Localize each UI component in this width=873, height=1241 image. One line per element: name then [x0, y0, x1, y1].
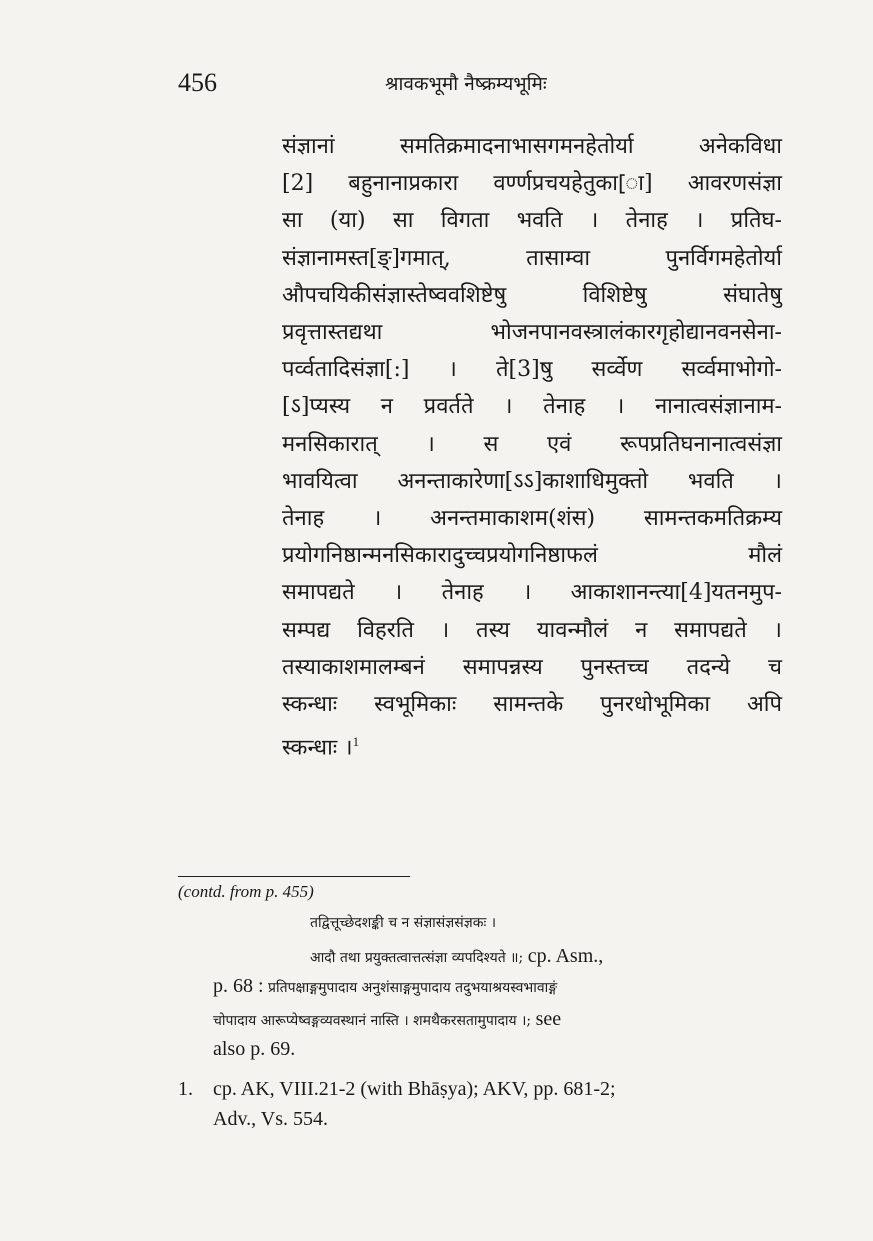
footnote-continued-label: (contd. from p. 455): [178, 882, 314, 901]
text-line: सा (या) सा विगता भवति । तेनाह । प्रतिघ-: [282, 208, 782, 234]
footnote-marker: 1: [352, 734, 360, 750]
text-line: समापद्यते । तेनाह । आकाशानन्त्या[4]यतनमुप-: [282, 580, 782, 606]
footnote-line-5: also p. 69.: [213, 1038, 296, 1060]
footnote-quote-2: चोपादाय आरूप्येष्वङ्गव्यवस्थानं नास्ति । शमथैकरसतामुपादाय ।;: [213, 1013, 532, 1029]
text-line: तेनाह । अनन्तमाकाशम(शंस) सामन्तकमतिक्रम्य: [282, 506, 782, 532]
footnote-verse-line-2: [310, 945, 780, 968]
text-line: संज्ञानां समतिक्रमादनाभासगमनहेतोर्या अनेकविधा: [282, 134, 782, 159]
footnote-verse-sanskrit: आदौ तथा प्रयुक्तत्वात्तत्संज्ञा व्यपदिश्यते ॥;: [310, 950, 524, 966]
footnote-rule: [178, 876, 410, 877]
text-line: तस्याकाशमालम्बनं समापन्नस्य पुनस्तच्च तदन्ये च: [282, 654, 782, 680]
text-line-content: स्कन्धाः ।: [282, 735, 353, 761]
footnote-1-line-2: Adv., Vs. 554.: [213, 1108, 329, 1130]
text-line: [ऽ]प्यस्य न प्रवर्तते । तेनाह । नानात्वसंज्ञानाम-: [282, 394, 782, 420]
footnote-verse-line-1: तद्वित्तूच्छेदशङ्की च न संज्ञासंज्ञसंज्ञकः ।: [310, 915, 497, 931]
text-line: भावयित्वा अनन्ताकारेणा[ऽऽ]काशाधिमुक्तो भवति ।: [282, 468, 782, 494]
footnote-1-line-1: cp. AK, VIII.21-2 (with Bhāṣya); AKV, pp. 681-2;: [213, 1078, 616, 1100]
text-line: मनसिकारात् । स एवं रूपप्रतिघनानात्वसंज्ञा: [282, 431, 782, 457]
footnote-see: see: [535, 1008, 562, 1030]
text-line: स्कन्धाः स्वभूमिकाः सामन्तके पुनरधोभूमिका अपि: [282, 692, 782, 718]
text-line: औपचयिकीसंज्ञास्तेष्ववशिष्टेषु विशिष्टेषु संघातेषु: [282, 282, 782, 308]
text-line: सम्पद्य विहरति । तस्य यावन्मौलं न समापद्यते ।: [282, 617, 782, 643]
footnote-1-number: 1.: [178, 1078, 193, 1100]
text-line: पर्व्वतादिसंज्ञा[:] । ते[3]षु सर्व्वेण सर्व्वमाभोगो-: [282, 357, 782, 383]
running-head: श्रावकभूमौ नैष्क्रम्यभूमिः: [385, 73, 547, 95]
footnote-quote-1: प्रतिपक्षाङ्गमुपादाय अनुशंसाङ्गमुपादाय तदुभयाश्रयस्वभावाङ्गं: [268, 980, 558, 996]
footnote-line-3: [213, 975, 783, 998]
main-text: [282, 128, 782, 767]
page-number: 456: [178, 68, 217, 97]
footnote-verse-reference: cp. Asm.,: [527, 945, 604, 967]
text-line: प्रवृत्तास्तद्यथा भोजनपानवस्त्रालंकारगृहोद्यानवनसेना-: [282, 320, 782, 346]
text-line-last: [282, 723, 782, 767]
text-line: संज्ञानामस्त[ङ्]गमात्, तासाम्वा पुनर्विगमहेतोर्या: [282, 245, 782, 271]
text-line: [2] बहुनानाप्रकारा वर्ण्णप्रचयहेतुका[ा] आवरणसंज्ञा: [282, 171, 782, 197]
text-line: प्रयोगनिष्ठान्मनसिकारादुच्चप्रयोगनिष्ठाफलं मौलं: [282, 543, 782, 569]
footnote-line-4: [213, 1008, 783, 1031]
footnote-page-reference: p. 68 :: [213, 975, 264, 997]
